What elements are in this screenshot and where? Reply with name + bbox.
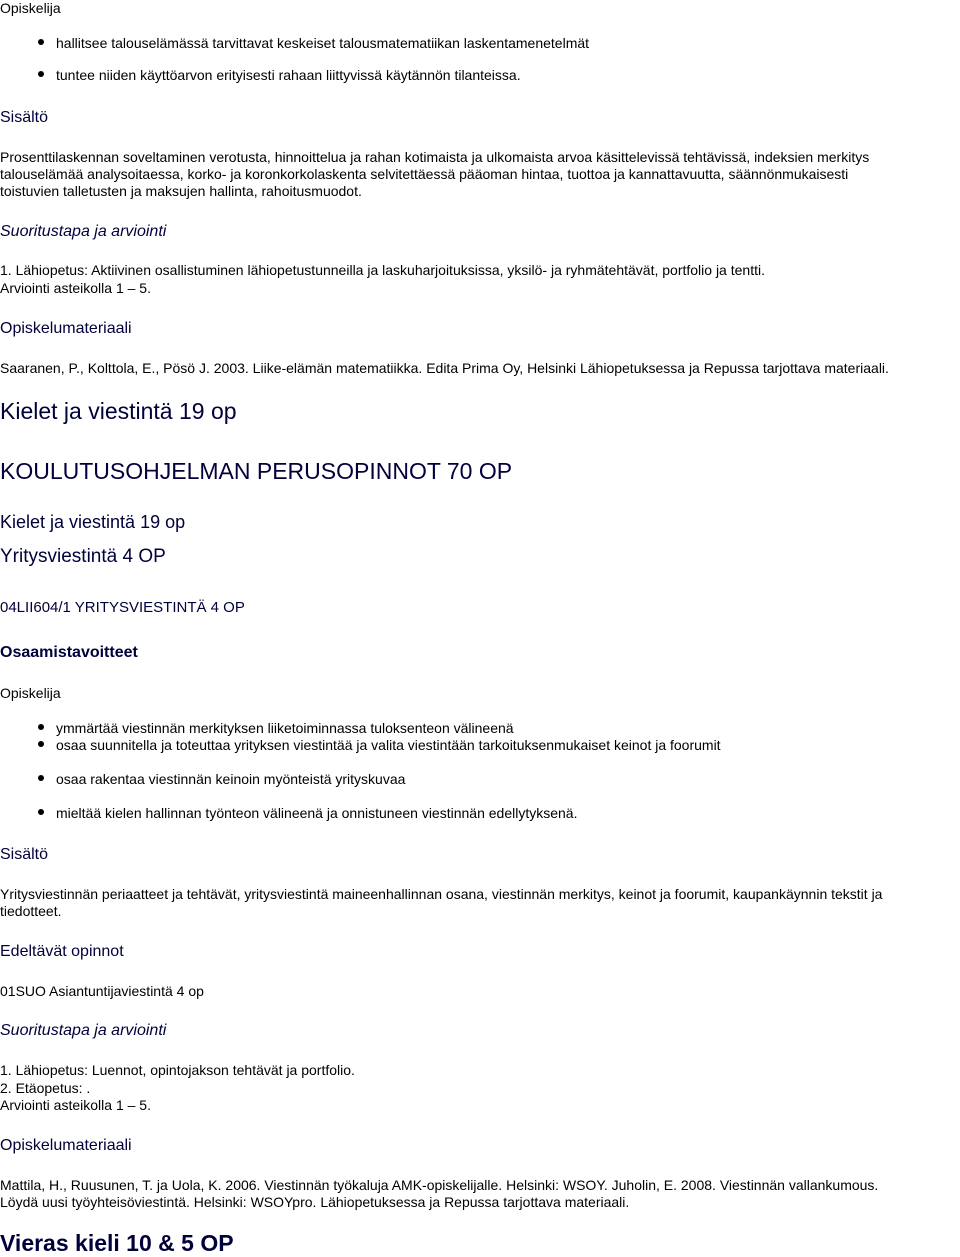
osaamistavoitteet-heading: Osaamistavoitteet: [0, 644, 138, 661]
opiskelija-label-1: Opiskelija: [0, 0, 61, 16]
bullet-dot: [38, 724, 44, 730]
suoritustapa-heading-2: Suoritustapa ja arviointi: [0, 1022, 167, 1039]
list-item: mieltää kielen hallinnan työnteon välineenä ja onnistuneen viestinnän edellytyksenä.: [56, 805, 578, 821]
suoritustapa-text-line: Arviointi asteikolla 1 – 5.: [0, 1097, 151, 1113]
subtitle-kielet: Kielet ja viestintä 19 op: [0, 512, 186, 532]
opiskelumateriaali-text-line: Mattila, H., Ruusunen, T. ja Uola, K. 2006. Viestinnän työkaluja AMK-opiskelijalle. Helsinki: WSOY. Juholin, E. 2008. Viestinnän vallankumous.: [0, 1177, 879, 1193]
section-title-vieras-kieli: Vieras kieli 10 & 5 OP: [0, 1230, 234, 1256]
suoritustapa-text-line: 1. Lähiopetus: Luennot, opintojakson tehtävät ja portfolio.: [0, 1062, 355, 1078]
sisalto-heading-1: Sisältö: [0, 109, 49, 126]
list-item: tuntee niiden käyttöarvon erityisesti rahaan liittyvissä käytännön tilanteissa.: [56, 67, 521, 83]
list-item: ymmärtää viestinnän merkityksen liiketoiminnassa tuloksenteon välineenä: [56, 720, 514, 736]
section-title-kielet: Kielet ja viestintä 19 op: [0, 398, 237, 424]
section-title-koulutus: KOULUTUSOHJELMAN PERUSOPINNOT 70 OP: [0, 458, 513, 484]
sisalto-text-line: Yritysviestinnän periaatteet ja tehtävät, yritysviestintä maineenhallinnan osana, viestinnän merkitys, keinot ja foorumit, kaupankäynnin tekstit ja: [0, 886, 883, 902]
bullet-dot: [38, 809, 44, 815]
list-item: osaa rakentaa viestinnän keinoin myönteistä yrityskuvaa: [56, 771, 406, 787]
opiskelumateriaali-text: Saaranen, P., Kolttola, E., Pösö J. 2003. Liike-elämän matematiikka. Edita Prima Oy, Helsinki Lähiopetuksessa ja Repussa tarjottava materiaali.: [0, 360, 889, 376]
sisalto-heading-2: Sisältö: [0, 846, 49, 863]
suoritustapa-text-line: 2. Etäopetus: .: [0, 1080, 91, 1096]
bullet-dot: [38, 71, 44, 77]
opiskelumateriaali-heading-2: Opiskelumateriaali: [0, 1137, 132, 1154]
list-item: osaa suunnitella ja toteuttaa yrityksen viestintää ja valita viestintään tarkoituksenmukaiset keinot ja foorumit: [56, 737, 721, 753]
list-item: hallitsee talouselämässä tarvittavat keskeiset talousmatematiikan laskentamenetelmät: [56, 35, 590, 51]
bullet-dot: [38, 741, 44, 747]
edeltavat-opinnot-text: 01SUO Asiantuntijaviestintä 4 op: [0, 983, 204, 999]
course-code-title: 04LII604/1 YRITYSVIESTINTÄ 4 OP: [0, 599, 245, 616]
suoritustapa-heading-1: Suoritustapa ja arviointi: [0, 223, 167, 240]
suoritustapa-text-line: 1. Lähiopetus: Aktiivinen osallistuminen lähiopetustunneilla ja laskuharjoituksissa, yksilö- ja ryhmätehtävät, portfolio ja tentti.: [0, 262, 765, 278]
suoritustapa-text-line: Arviointi asteikolla 1 – 5.: [0, 280, 151, 296]
opiskelumateriaali-heading-1: Opiskelumateriaali: [0, 320, 132, 337]
sisalto-text-line: talouselämää analysoitaessa, korko- ja koronkorkolaskenta selvitettäessä pääoman hintaa, tuottoa ja kannattavuutta, säännönmukaisesti: [0, 166, 849, 182]
sisalto-text-line: Prosenttilaskennan soveltaminen verotusta, hinnoittelua ja rahan kotimaista ja ulkomaista arvoa käsittelevissä tehtävissä, indeksien merkitys: [0, 149, 870, 165]
sisalto-text-line: toistuvien talletusten ja maksujen hallinta, rahoitusmuodot.: [0, 183, 362, 199]
sisalto-text-line: tiedotteet.: [0, 903, 62, 919]
edeltavat-opinnot-heading: Edeltävät opinnot: [0, 943, 124, 960]
bullet-dot: [38, 775, 44, 781]
opiskelija-label-2: Opiskelija: [0, 685, 61, 701]
subtitle-yritysviestinta: Yritysviestintä 4 OP: [0, 546, 166, 567]
bullet-dot: [38, 39, 44, 45]
opiskelumateriaali-text-line: Löydä uusi työyhteisöviestintä. Helsinki: WSOYpro. Lähiopetuksessa ja Repussa tarjottava materiaali.: [0, 1194, 630, 1210]
